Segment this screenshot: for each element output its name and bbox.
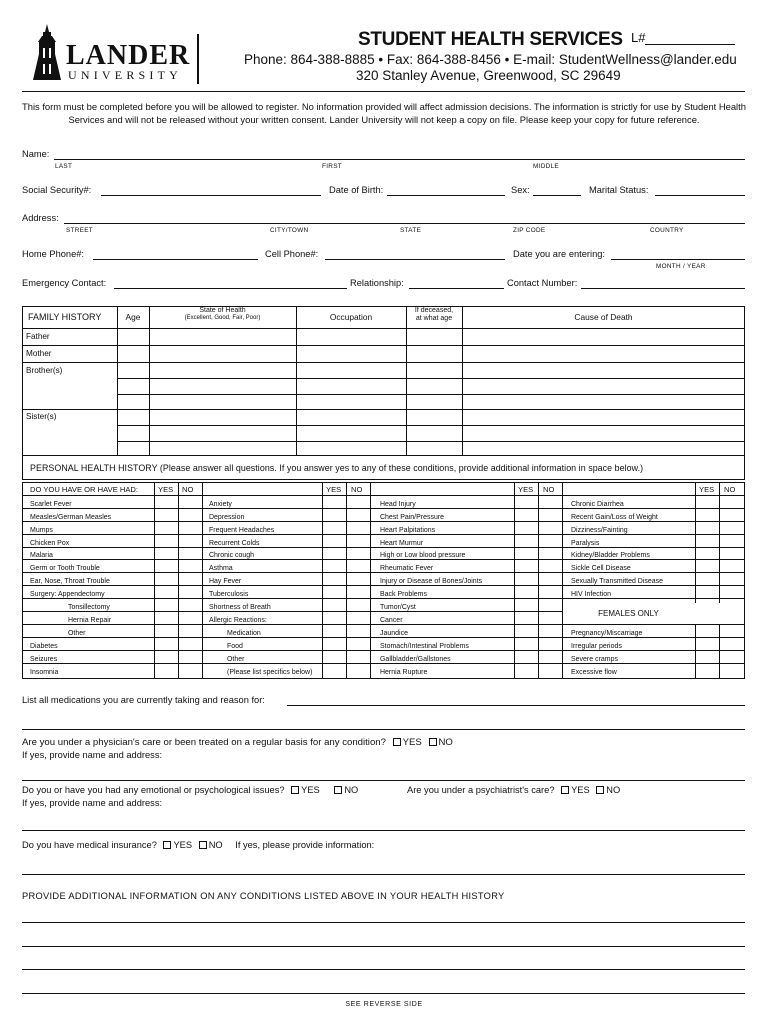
logo-subtitle: UNIVERSITY: [68, 68, 182, 82]
additional-info-line-4[interactable]: [22, 993, 745, 994]
allergy-specifics-note: (Please list specifics below): [227, 667, 313, 676]
emotional-question: [22, 785, 358, 795]
name-sub-first: FIRST: [322, 163, 342, 170]
emotional-yes-label: YES: [301, 785, 320, 795]
condition-depression: Depression: [209, 512, 245, 521]
grid-row-line: [370, 572, 562, 573]
condition-allergic: Allergic Reactions:: [209, 615, 267, 624]
see-reverse-side: SEE REVERSE SIDE: [345, 1001, 423, 1008]
no-header-3: NO: [543, 485, 555, 494]
address-sub-zip: ZIP CODE: [513, 227, 546, 234]
condition-rheumatic-fever: Rheumatic Fever: [380, 563, 434, 572]
condition-appendectomy: Surgery: Appendectomy: [30, 589, 105, 598]
grid-row-line: [562, 598, 745, 599]
condition-chicken-pox: Chicken Pox: [30, 538, 70, 547]
no-header-2: NO: [351, 485, 363, 494]
condition-recurrent-colds: Recurrent Colds: [209, 538, 260, 547]
physician-ifyes-label: If yes, provide name and address:: [22, 750, 163, 760]
family-row-mother: Mother: [26, 349, 52, 358]
lander-tower-logo: [30, 24, 64, 80]
name-label: Name:: [22, 149, 50, 159]
grid-row-line: [22, 572, 202, 573]
females-only-label: FEMALES ONLY: [598, 609, 659, 618]
physician-no-label: NO: [438, 737, 453, 748]
grid-row-line: [22, 585, 202, 586]
home-phone-label: Home Phone#:: [22, 249, 85, 259]
grid-row-line: [22, 559, 202, 560]
header-divider: [197, 34, 199, 84]
condition-diabetes: Diabetes: [30, 641, 58, 650]
contact-phone-line: Phone: 864-388-8885 • Fax: 864-388-8456 • E-mail: StudentWellness@lander.edu: [244, 52, 737, 67]
personal-history-title: PERSONAL HEALTH HISTORY (Please answer all questions. If you answer yes to any of these conditions, provide additional information in space below.): [30, 463, 644, 473]
dob-label: Date of Birth:: [329, 185, 384, 195]
grid-row-line: [370, 534, 562, 535]
grid-row-line: [22, 521, 202, 522]
psychiatrist-yes-checkbox[interactable]: [561, 786, 569, 794]
condition-kidney-bladder: Kidney/Bladder Problems: [571, 550, 650, 559]
l-number-field[interactable]: [645, 44, 735, 45]
condition-chronic-diarrhea: Chronic Diarrhea: [571, 499, 624, 508]
medications-field-2[interactable]: [22, 729, 745, 730]
name-field[interactable]: [54, 159, 745, 160]
medications-field[interactable]: [287, 705, 745, 706]
emotional-yes-checkbox[interactable]: [291, 786, 299, 794]
grid-row-line: [562, 572, 745, 573]
insurance-no-checkbox[interactable]: [199, 841, 207, 849]
grid-row-line: [202, 508, 370, 509]
condition-allergy-medication: Medication: [227, 628, 261, 637]
deceased-age-subheader: at what age: [415, 315, 453, 322]
condition-weight-change: Recent Gain/Loss of Weight: [571, 512, 658, 521]
insurance-no-label: NO: [208, 840, 223, 850]
condition-chest-pain: Chest Pain/Pressure: [380, 512, 445, 521]
date-entering-field[interactable]: [611, 259, 745, 260]
address-sub-state: STATE: [400, 227, 422, 234]
grid-row-line: [562, 547, 745, 548]
condition-tuberculosis: Tuberculosis: [209, 589, 249, 598]
date-entering-label: Date you are entering:: [513, 249, 605, 259]
condition-shortness-breath: Shortness of Breath: [209, 602, 271, 611]
medications-label: List all medications you are currently taking and reason for:: [22, 695, 265, 705]
family-history-header: FAMILY HISTORY: [28, 312, 102, 322]
contact-number-label: Contact Number:: [507, 278, 578, 288]
marital-label: Marital Status:: [589, 185, 649, 195]
grid-row-line: [22, 547, 202, 548]
grid-row-line: [370, 650, 562, 651]
family-row-sisters: Sister(s): [26, 412, 57, 421]
additional-info-line-3[interactable]: [22, 969, 745, 970]
grid-row-line: [22, 663, 202, 664]
header-rule: [22, 91, 745, 92]
page-title: STUDENT HEALTH SERVICES: [358, 29, 623, 50]
insurance-yes-checkbox[interactable]: [163, 841, 171, 849]
sex-field[interactable]: [533, 195, 581, 196]
condition-gallbladder: Gallbladder/Gallstones: [380, 654, 451, 663]
physician-yes-label: YES: [402, 737, 422, 748]
condition-dizziness: Dizziness/Fainting: [571, 525, 628, 534]
grid-row-line: [202, 585, 370, 586]
grid-row-line: [562, 521, 745, 522]
grid-row-line: [370, 585, 562, 586]
name-sub-middle: MIDDLE: [533, 163, 559, 170]
condition-blood-pressure: High or Low blood pressure: [380, 550, 466, 559]
condition-head-injury: Head Injury: [380, 499, 416, 508]
condition-asthma: Asthma: [209, 563, 233, 572]
address-field[interactable]: [64, 223, 745, 224]
psychiatrist-no-label: NO: [606, 785, 621, 795]
condition-measles: Measles/German Measles: [30, 512, 112, 521]
condition-hiv: HIV Infection: [571, 589, 612, 598]
condition-hay-fever: Hay Fever: [209, 576, 242, 585]
psychiatrist-yes-label: YES: [571, 785, 590, 795]
condition-allergy-food: Food: [227, 641, 243, 650]
date-entering-sub: MONTH / YEAR: [656, 263, 706, 270]
cell-phone-label: Cell Phone#:: [265, 249, 319, 259]
condition-cancer: Cancer: [380, 615, 403, 624]
physician-care-question: [22, 737, 453, 748]
dob-field[interactable]: [387, 195, 505, 196]
grid-row-line: [202, 534, 370, 535]
yes-header-2: YES: [326, 485, 342, 494]
yes-header-3: YES: [518, 485, 534, 494]
grid-row-line: [22, 624, 202, 625]
grid-row-line: [562, 508, 745, 509]
condition-sickle-cell: Sickle Cell Disease: [571, 563, 631, 572]
cell-phone-field[interactable]: [325, 259, 505, 260]
insurance-info-field[interactable]: [22, 874, 745, 875]
grid-row-line: [202, 611, 370, 612]
physician-no-checkbox[interactable]: [429, 738, 437, 746]
marital-field[interactable]: [655, 195, 745, 196]
emotional-no-label: NO: [344, 785, 359, 795]
grid-row-line: [202, 637, 370, 638]
occupation-header: Occupation: [329, 312, 373, 322]
physician-info-field[interactable]: [22, 780, 745, 781]
grid-row-line: [562, 585, 745, 586]
family-row-father: Father: [26, 332, 50, 341]
emotional-text: Do you or have you had any emotional or psychological issues?: [22, 785, 285, 795]
yes-header-1: YES: [158, 485, 174, 494]
grid-row-line: [202, 547, 370, 548]
address-sub-city: CITY/TOWN: [270, 227, 309, 234]
additional-info-line-1[interactable]: [22, 922, 745, 923]
emotional-info-field[interactable]: [22, 830, 745, 831]
do-you-have-header: DO YOU HAVE OR HAVE HAD:: [30, 485, 139, 494]
grid-row-line: [562, 663, 745, 664]
grid-row-line: [22, 598, 202, 599]
contact-number-field[interactable]: [581, 288, 745, 289]
condition-tooth-trouble: Germ or Tooth Trouble: [30, 563, 100, 572]
physician-care-text: Are you under a physician's care or been treated on a regular basis for any condition?: [22, 737, 386, 748]
grid-row-line: [202, 598, 370, 599]
condition-jaundice: Jaundice: [380, 628, 408, 637]
age-header: Age: [125, 312, 141, 322]
condition-paralysis: Paralysis: [571, 538, 600, 547]
condition-tonsillectomy: Tonsillectomy: [68, 602, 110, 611]
intro-text: This form must be completed before you will be allowed to register. No information provided will affect admission decisions. The information is strictly for use by Student Health Services and will not be released without your written consent. Lander University will not keep a copy on file. Please keep your copy for future reference.: [22, 101, 746, 125]
insurance-yes-label: YES: [173, 840, 193, 850]
condition-stomach: Stomach/Intestinal Problems: [380, 641, 469, 650]
grid-row-line: [370, 559, 562, 560]
grid-row-line: [370, 547, 562, 548]
grid-row-line: [22, 534, 202, 535]
condition-pregnancy: Pregnancy/Miscarriage: [571, 628, 643, 637]
address-sub-country: COUNTRY: [650, 227, 684, 234]
condition-hernia-rupture: Hernia Rupture: [380, 667, 428, 676]
grid-row-line: [370, 598, 562, 599]
yes-header-4: YES: [699, 485, 715, 494]
condition-hernia-repair: Hernia Repair: [68, 615, 112, 624]
home-phone-field[interactable]: [93, 259, 258, 260]
grid-row-line: [562, 624, 745, 625]
grid-row-line: [202, 624, 370, 625]
grid-row-line: [562, 559, 745, 560]
grid-row-line: [202, 572, 370, 573]
condition-headaches: Frequent Headaches: [209, 525, 275, 534]
emotional-ifyes-label: If yes, provide name and address:: [22, 798, 163, 808]
relationship-field[interactable]: [409, 288, 504, 289]
sex-label: Sex:: [511, 185, 530, 195]
additional-info-line-2[interactable]: [22, 946, 745, 947]
grid-row-line: [370, 521, 562, 522]
psychiatrist-text: Are you under a psychiatrist's care?: [407, 785, 555, 795]
state-of-health-header: State of Health: [199, 307, 246, 314]
ssn-field[interactable]: [101, 195, 321, 196]
insurance-ifyes-label: If yes, please provide information:: [235, 840, 375, 850]
psychiatrist-no-checkbox[interactable]: [596, 786, 604, 794]
grid-row-line: [370, 637, 562, 638]
condition-mumps: Mumps: [30, 525, 53, 534]
grid-row-line: [370, 508, 562, 509]
psychiatrist-question: [407, 785, 620, 795]
emergency-contact-field[interactable]: [114, 288, 347, 289]
insurance-text: Do you have medical insurance?: [22, 840, 157, 850]
grid-row-line: [370, 663, 562, 664]
contact-address-line: 320 Stanley Avenue, Greenwood, SC 29649: [356, 68, 621, 83]
condition-ent-trouble: Ear, Nose, Throat Trouble: [30, 576, 110, 585]
condition-insomnia: Insomnia: [30, 667, 59, 676]
condition-anxiety: Anxiety: [209, 499, 232, 508]
logo-wordmark: LANDER: [66, 40, 191, 71]
condition-palpitations: Heart Palpitations: [380, 525, 436, 534]
grid-row-line: [202, 559, 370, 560]
condition-back-problems: Back Problems: [380, 589, 427, 598]
emotional-no-checkbox[interactable]: [334, 786, 342, 794]
no-header-4: NO: [724, 485, 736, 494]
condition-seizures: Seizures: [30, 654, 58, 663]
grid-row-line: [202, 521, 370, 522]
grid-row-line: [562, 637, 745, 638]
cause-of-death-header: Cause of Death: [574, 312, 633, 322]
insurance-question: [22, 840, 374, 850]
family-row-brothers: Brother(s): [26, 366, 63, 375]
condition-allergy-other: Other: [227, 654, 245, 663]
condition-other-surgery: Other: [68, 628, 86, 637]
no-header-1: NO: [182, 485, 194, 494]
condition-std: Sexually Transmitted Disease: [571, 576, 664, 585]
emergency-contact-label: Emergency Contact:: [22, 278, 107, 288]
name-sub-last: LAST: [55, 163, 73, 170]
physician-yes-checkbox[interactable]: [393, 738, 401, 746]
grid-row-line: [562, 534, 745, 535]
grid-row-line: [202, 663, 370, 664]
condition-scarlet-fever: Scarlet Fever: [30, 499, 72, 508]
state-of-health-subheader: (Excellent, Good, Fair, Poor): [184, 315, 261, 321]
condition-tumor: Tumor/Cyst: [380, 602, 416, 611]
condition-chronic-cough: Chronic cough: [209, 550, 255, 559]
additional-info-heading: PROVIDE ADDITIONAL INFORMATION ON ANY CONDITIONS LISTED ABOVE IN YOUR HEALTH HISTORY: [22, 891, 505, 901]
deceased-age-header: If deceased,: [414, 307, 454, 314]
condition-heart-murmur: Heart Murmur: [380, 538, 424, 547]
grid-row-line: [22, 611, 202, 612]
grid-row-line: [22, 508, 202, 509]
condition-malaria: Malaria: [30, 550, 53, 559]
grid-row-line: [202, 650, 370, 651]
condition-excessive-flow: Excessive flow: [571, 667, 617, 676]
address-label: Address:: [22, 213, 59, 223]
relationship-label: Relationship:: [350, 278, 404, 288]
grid-row-line: [562, 650, 745, 651]
l-number-label: L#: [631, 30, 646, 45]
grid-row-line: [370, 611, 562, 612]
ssn-label: Social Security#:: [22, 185, 92, 195]
grid-row-line: [22, 650, 202, 651]
grid-row-line: [370, 624, 562, 625]
condition-irregular-periods: Irregular periods: [571, 641, 622, 650]
address-sub-street: STREET: [66, 227, 94, 234]
condition-bones-joints: Injury or Disease of Bones/Joints: [380, 576, 483, 585]
grid-row-line: [22, 637, 202, 638]
condition-severe-cramps: Severe cramps: [571, 654, 618, 663]
